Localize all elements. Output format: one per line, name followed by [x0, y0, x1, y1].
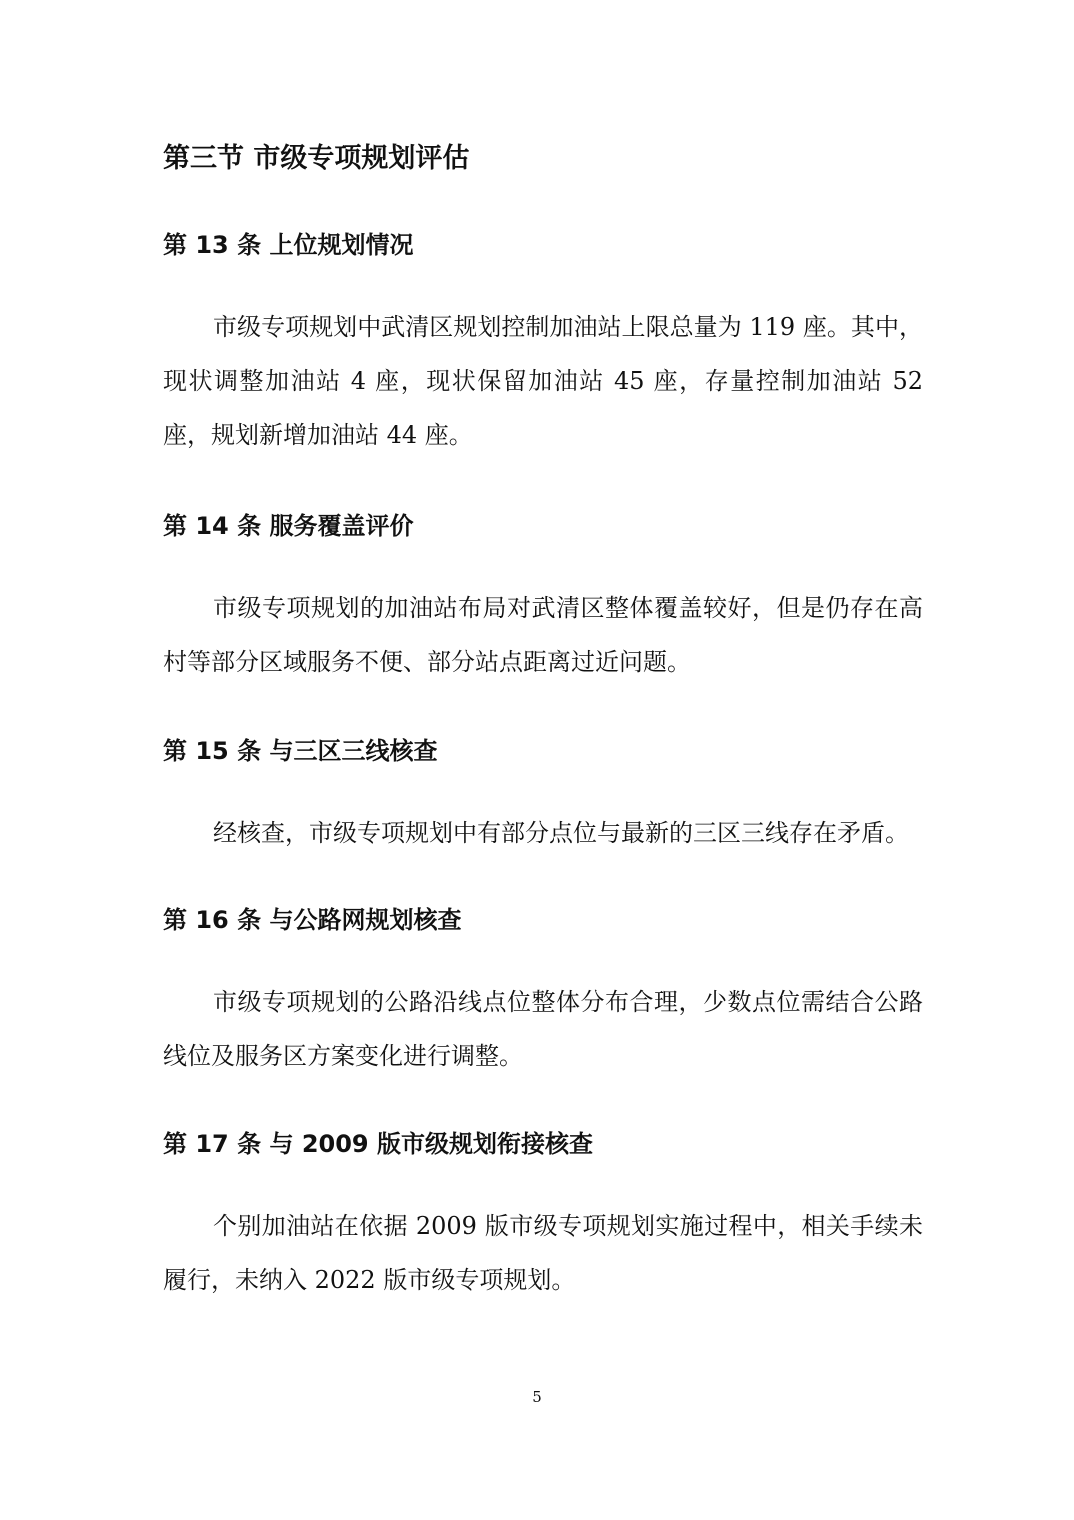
- section-title: 第三节 市级专项规划评估: [163, 143, 470, 174]
- article-16-body: 市级专项规划的公路沿线点位整体分布合理，少数点位需结合公路线位及服务区方案变化进行调整。: [163, 988, 923, 1070]
- article-14-body: 市级专项规划的加油站布局对武清区整体覆盖较好，但是仍存在高村等部分区域服务不便、部分站点距离过近问题。: [163, 594, 923, 676]
- page-number: 5: [532, 1388, 542, 1406]
- article-13-heading: 第 13 条 上位规划情况: [163, 231, 414, 259]
- article-15-heading: 第 15 条 与三区三线核查: [163, 737, 438, 765]
- article-15-body: 经核查，市级专项规划中有部分点位与最新的三区三线存在矛盾。: [213, 819, 909, 847]
- article-13-body: 市级专项规划中武清区规划控制加油站上限总量为 119 座。其中，现状调整加油站 4 座，现状保留加油站 45 座，存量控制加油站 52 座，规划新增加油站 44 座。: [163, 313, 923, 449]
- article-17-heading: 第 17 条 与 2009 版市级规划衔接核查: [163, 1130, 593, 1158]
- article-16-heading: 第 16 条 与公路网规划核查: [163, 906, 462, 934]
- article-14-heading: 第 14 条 服务覆盖评价: [163, 512, 414, 540]
- article-17-body: 个别加油站在依据 2009 版市级专项规划实施过程中，相关手续未履行，未纳入 2022 版市级专项规划。: [163, 1212, 923, 1294]
